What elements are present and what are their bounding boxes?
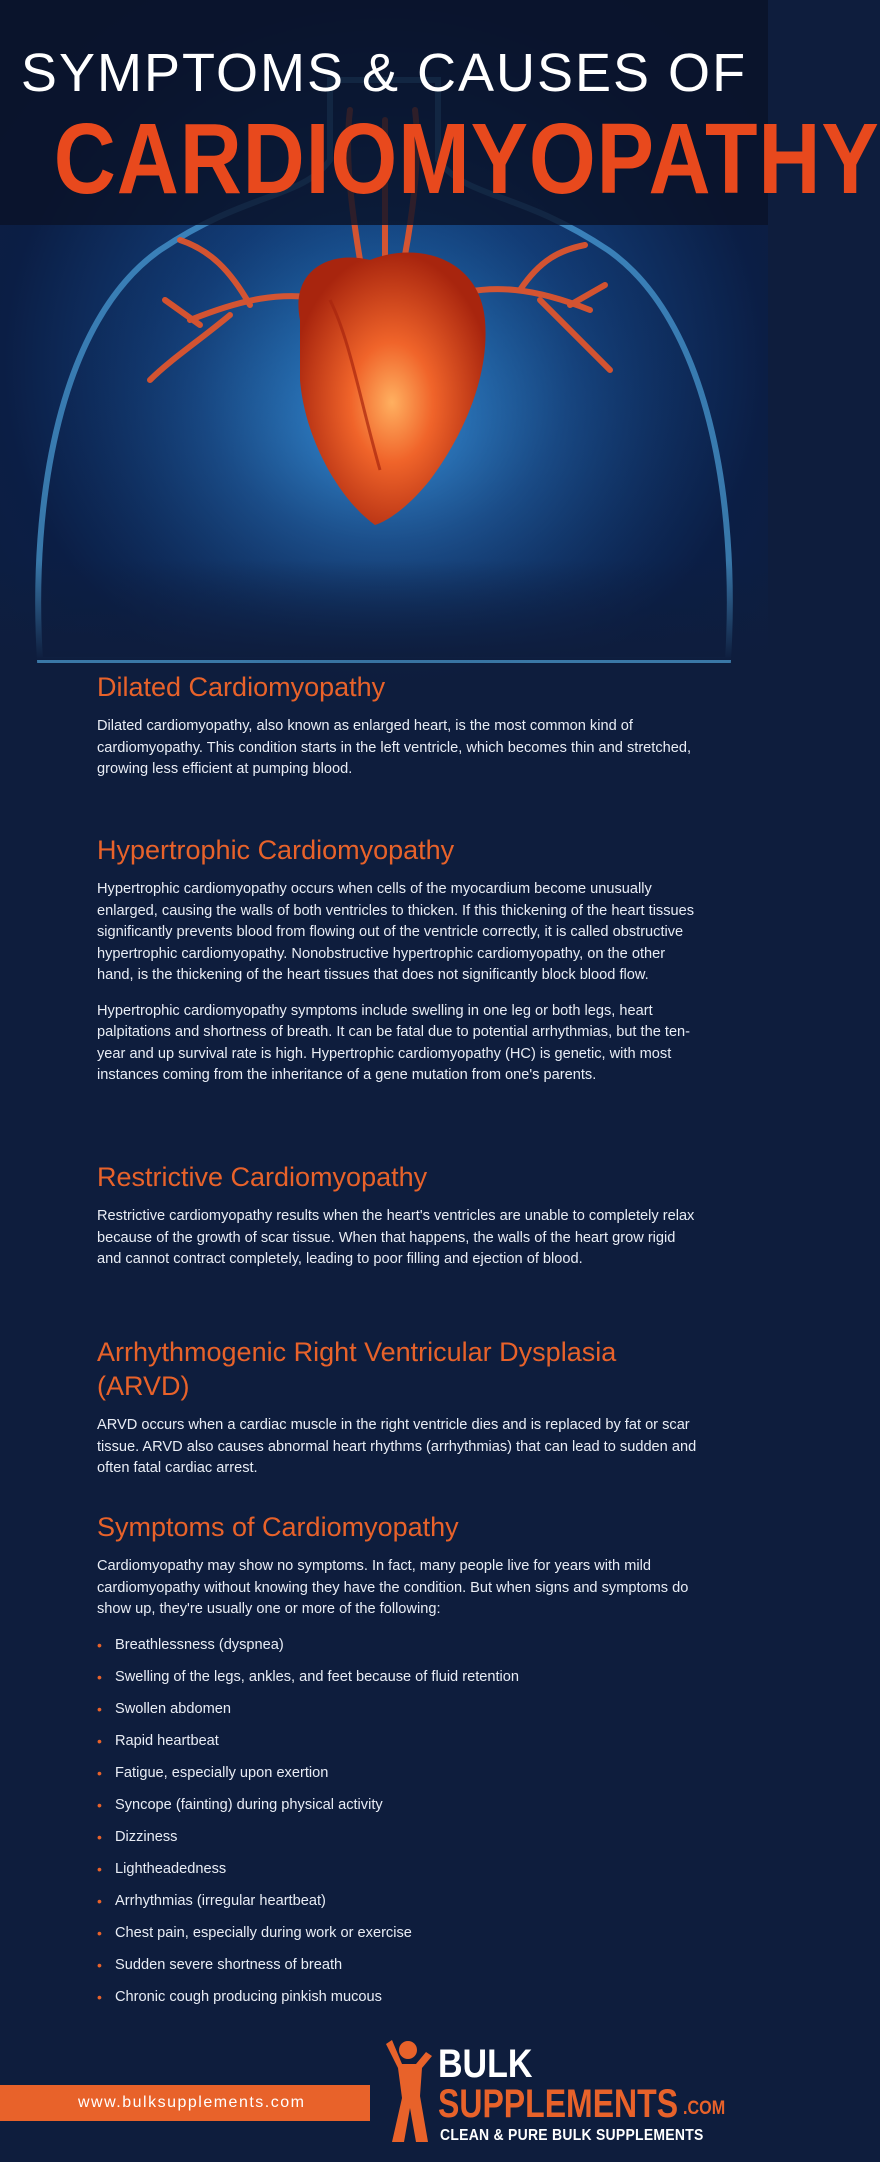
- list-item: • Swollen abdomen: [97, 1699, 701, 1731]
- section-dilated: [97, 670, 701, 795]
- section-paragraph: Restrictive cardiomyopathy results when the heart's ventricles are unable to completely relax because of the growth of scar tissue. When that happens, the walls of the heart grow rigid and cannot contract completely, leading to poor filling and ejection of blood.: [97, 1208, 695, 1267]
- bullet-dot: •: [97, 1636, 102, 1653]
- list-item: • Dizziness: [97, 1827, 701, 1859]
- section-hypertrophic: [97, 833, 701, 1101]
- list-item: • Syncope (fainting) during physical activity: [97, 1795, 701, 1827]
- brand-name-supplements: SUPPLEMENTS: [438, 2082, 679, 2126]
- hero-illustration: [0, 0, 880, 660]
- bullet-dot: •: [97, 1892, 102, 1909]
- list-item: • Arrhythmias (irregular heartbeat): [97, 1891, 701, 1923]
- list-item: • Lightheadedness: [97, 1859, 701, 1891]
- website-link[interactable]: www.bulksupplements.com: [78, 2094, 306, 2111]
- bullet-dot: •: [97, 1796, 102, 1813]
- list-item: • Sudden severe shortness of breath: [97, 1955, 701, 1987]
- section-heading: Hypertrophic Cardiomyopathy: [97, 835, 455, 865]
- list-item: • Rapid heartbeat: [97, 1731, 701, 1763]
- footer: [0, 2030, 768, 2162]
- bullet-dot: •: [97, 1988, 102, 2005]
- list-item: • Chronic cough producing pinkish mucous: [97, 1987, 701, 2019]
- brand-tagline: CLEAN & PURE BULK SUPPLEMENTS: [440, 2127, 704, 2144]
- title-band: [0, 0, 880, 225]
- section-paragraph: Cardiomyopathy may show no symptoms. In fact, many people live for years with mild cardiomyopathy without knowing they have the condition. But when signs and symptoms do show up, they're usually one or more of the following:: [97, 1558, 689, 1617]
- section-heading: Restrictive Cardiomyopathy: [97, 1162, 428, 1192]
- bullet-dot: •: [97, 1732, 102, 1749]
- symptom-list: [97, 1635, 701, 2019]
- list-item: • Fatigue, especially upon exertion: [97, 1763, 701, 1795]
- list-item: • Breathlessness (dyspnea): [97, 1635, 701, 1667]
- section-symptoms: [97, 1510, 701, 2019]
- brand-suffix: .COM: [683, 2098, 726, 2119]
- bullet-dot: •: [97, 1668, 102, 1685]
- bullet-dot: •: [97, 1860, 102, 1877]
- bullet-dot: •: [97, 1828, 102, 1845]
- list-item: • Swelling of the legs, ankles, and feet because of fluid retention: [97, 1667, 701, 1699]
- page-title: CARDIOMYOPATHY: [53, 103, 880, 215]
- section-restrictive: [97, 1160, 701, 1285]
- page-title-top: SYMPTOMS & CAUSES OF: [20, 43, 748, 103]
- list-item: • Chest pain, especially during work or exercise: [97, 1923, 701, 1955]
- bullet-dot: •: [97, 1764, 102, 1781]
- section-heading: Arrhythmogenic Right Ventricular Dysplasia (ARVD): [97, 1337, 617, 1401]
- section-heading: Symptoms of Cardiomyopathy: [97, 1512, 459, 1542]
- section-paragraph: ARVD occurs when a cardiac muscle in the right ventricle dies and is replaced by fat or scar tissue. ARVD also causes abnormal heart rhythms (arrhythmias) that can lead to sudden and often fatal cardiac arrest.: [97, 1417, 697, 1476]
- bullet-dot: •: [97, 1924, 102, 1941]
- athlete-logo-icon: [378, 2038, 434, 2148]
- section-paragraph: Dilated cardiomyopathy, also known as enlarged heart, is the most common kind of cardiomyopathy. This condition starts in the left ventricle, which becomes thin and stretched, growing less efficient at pumping blood.: [97, 718, 692, 777]
- section-paragraph: Hypertrophic cardiomyopathy occurs when cells of the myocardium become unusually enlarged, causing the walls of both ventricles to thicken. If this thickening of the heart tissues significantly prevents blood from flowing out of the ventricle correctly, it is called obstructive hypertrophic cardiomyopathy. Nonobstructive hypertrophic cardiomyopathy, on the other hand, is the thickening of the heart tissues that does not significantly block blood flow.: [97, 881, 695, 983]
- bullet-dot: •: [97, 1700, 102, 1717]
- bullet-dot: •: [97, 1956, 102, 1973]
- section-heading: Dilated Cardiomyopathy: [97, 672, 386, 702]
- section-paragraph: Hypertrophic cardiomyopathy symptoms include swelling in one leg or both legs, heart palpitations and shortness of breath. It can be fatal due to potential arrhythmias, but the ten-year and up survival rate is high. Hypertrophic cardiomyopathy (HC) is genetic, with most instances coming from the inheritance of a gene mutation from one's parents.: [97, 1002, 691, 1083]
- section-arvd: [97, 1335, 701, 1494]
- brand-name-bulk: BULK: [438, 2042, 533, 2086]
